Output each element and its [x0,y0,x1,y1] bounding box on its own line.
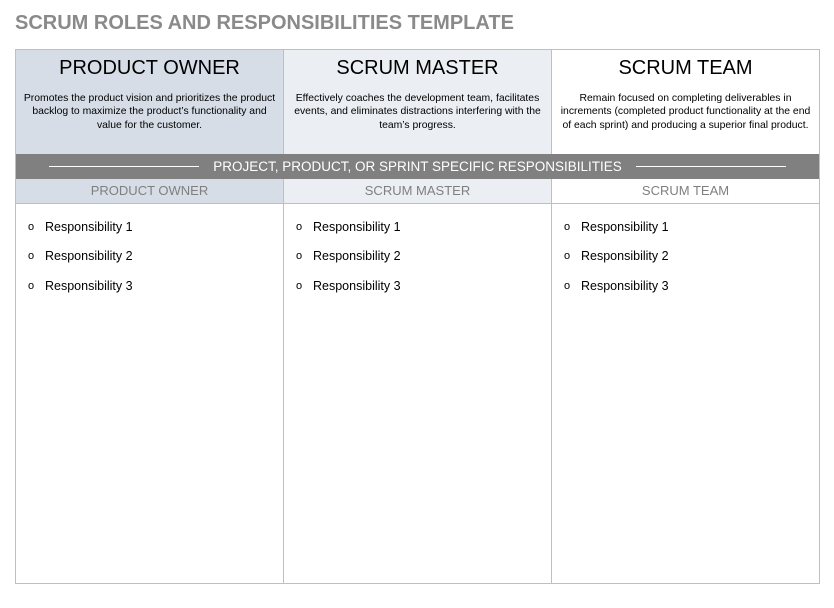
bullet-icon: o [295,250,303,263]
subheader-row [16,179,819,204]
roles-table [15,49,820,584]
role-description: Promotes the product vision and prioritizes the product backlog to maximize the product’s functionality and value for the customer. [23,93,276,131]
bullet-icon: o [295,279,303,292]
bullet-icon: o [563,279,571,292]
role-description: Effectively coaches the development team, facilitates events, and eliminates distractions interfering with the team’s progress. [294,93,541,131]
product-owner-column [16,204,284,584]
responsibility-text: Responsibility 1 [313,219,401,234]
responsibilities-body [16,204,819,584]
list-item [16,212,283,242]
responsibility-text: Responsibility 1 [45,219,133,234]
list-item [284,212,551,242]
list-item [552,212,819,242]
role-title: SCRUM MASTER [336,57,499,79]
bullet-icon: o [563,220,571,233]
bullet-icon: o [27,220,35,233]
responsibility-text: Responsibility 3 [581,278,669,293]
bullet-icon: o [27,250,35,263]
banner-label: PROJECT, PRODUCT, OR SPRINT SPECIFIC RESPONSIBILITIES [213,159,622,174]
subheader-product-owner: PRODUCT OWNER [16,179,284,203]
responsibility-text: Responsibility 1 [581,219,669,234]
list-item [284,271,551,301]
scrum-team-column [552,204,819,584]
page-title: SCRUM ROLES AND RESPONSIBILITIES TEMPLATE [15,12,514,34]
list-item [552,271,819,301]
list-item [16,242,283,272]
bullet-icon: o [295,220,303,233]
list-item [284,242,551,272]
responsibility-text: Responsibility 2 [581,249,669,264]
responsibility-text: Responsibility 3 [313,278,401,293]
banner-rule-right [636,166,786,167]
role-scrum-master [284,50,552,154]
role-title: SCRUM TEAM [618,57,753,79]
responsibility-text: Responsibility 3 [45,278,133,293]
subheader-scrum-master: SCRUM MASTER [284,179,552,203]
list-item [552,242,819,272]
bullet-icon: o [563,250,571,263]
role-scrum-team [552,50,819,154]
responsibility-text: Responsibility 2 [45,249,133,264]
roles-header-row [16,50,819,154]
banner-rule-left [49,166,199,167]
section-banner [16,154,819,179]
list-item [16,271,283,301]
bullet-icon: o [27,279,35,292]
role-product-owner [16,50,284,154]
subheader-scrum-team: SCRUM TEAM [552,179,819,203]
role-description: Remain focused on completing deliverables in increments (completed product functionality at the end of each sprint) and producing a superior final product. [560,93,811,131]
role-title: PRODUCT OWNER [59,57,240,79]
responsibility-text: Responsibility 2 [313,249,401,264]
scrum-master-column [284,204,552,584]
